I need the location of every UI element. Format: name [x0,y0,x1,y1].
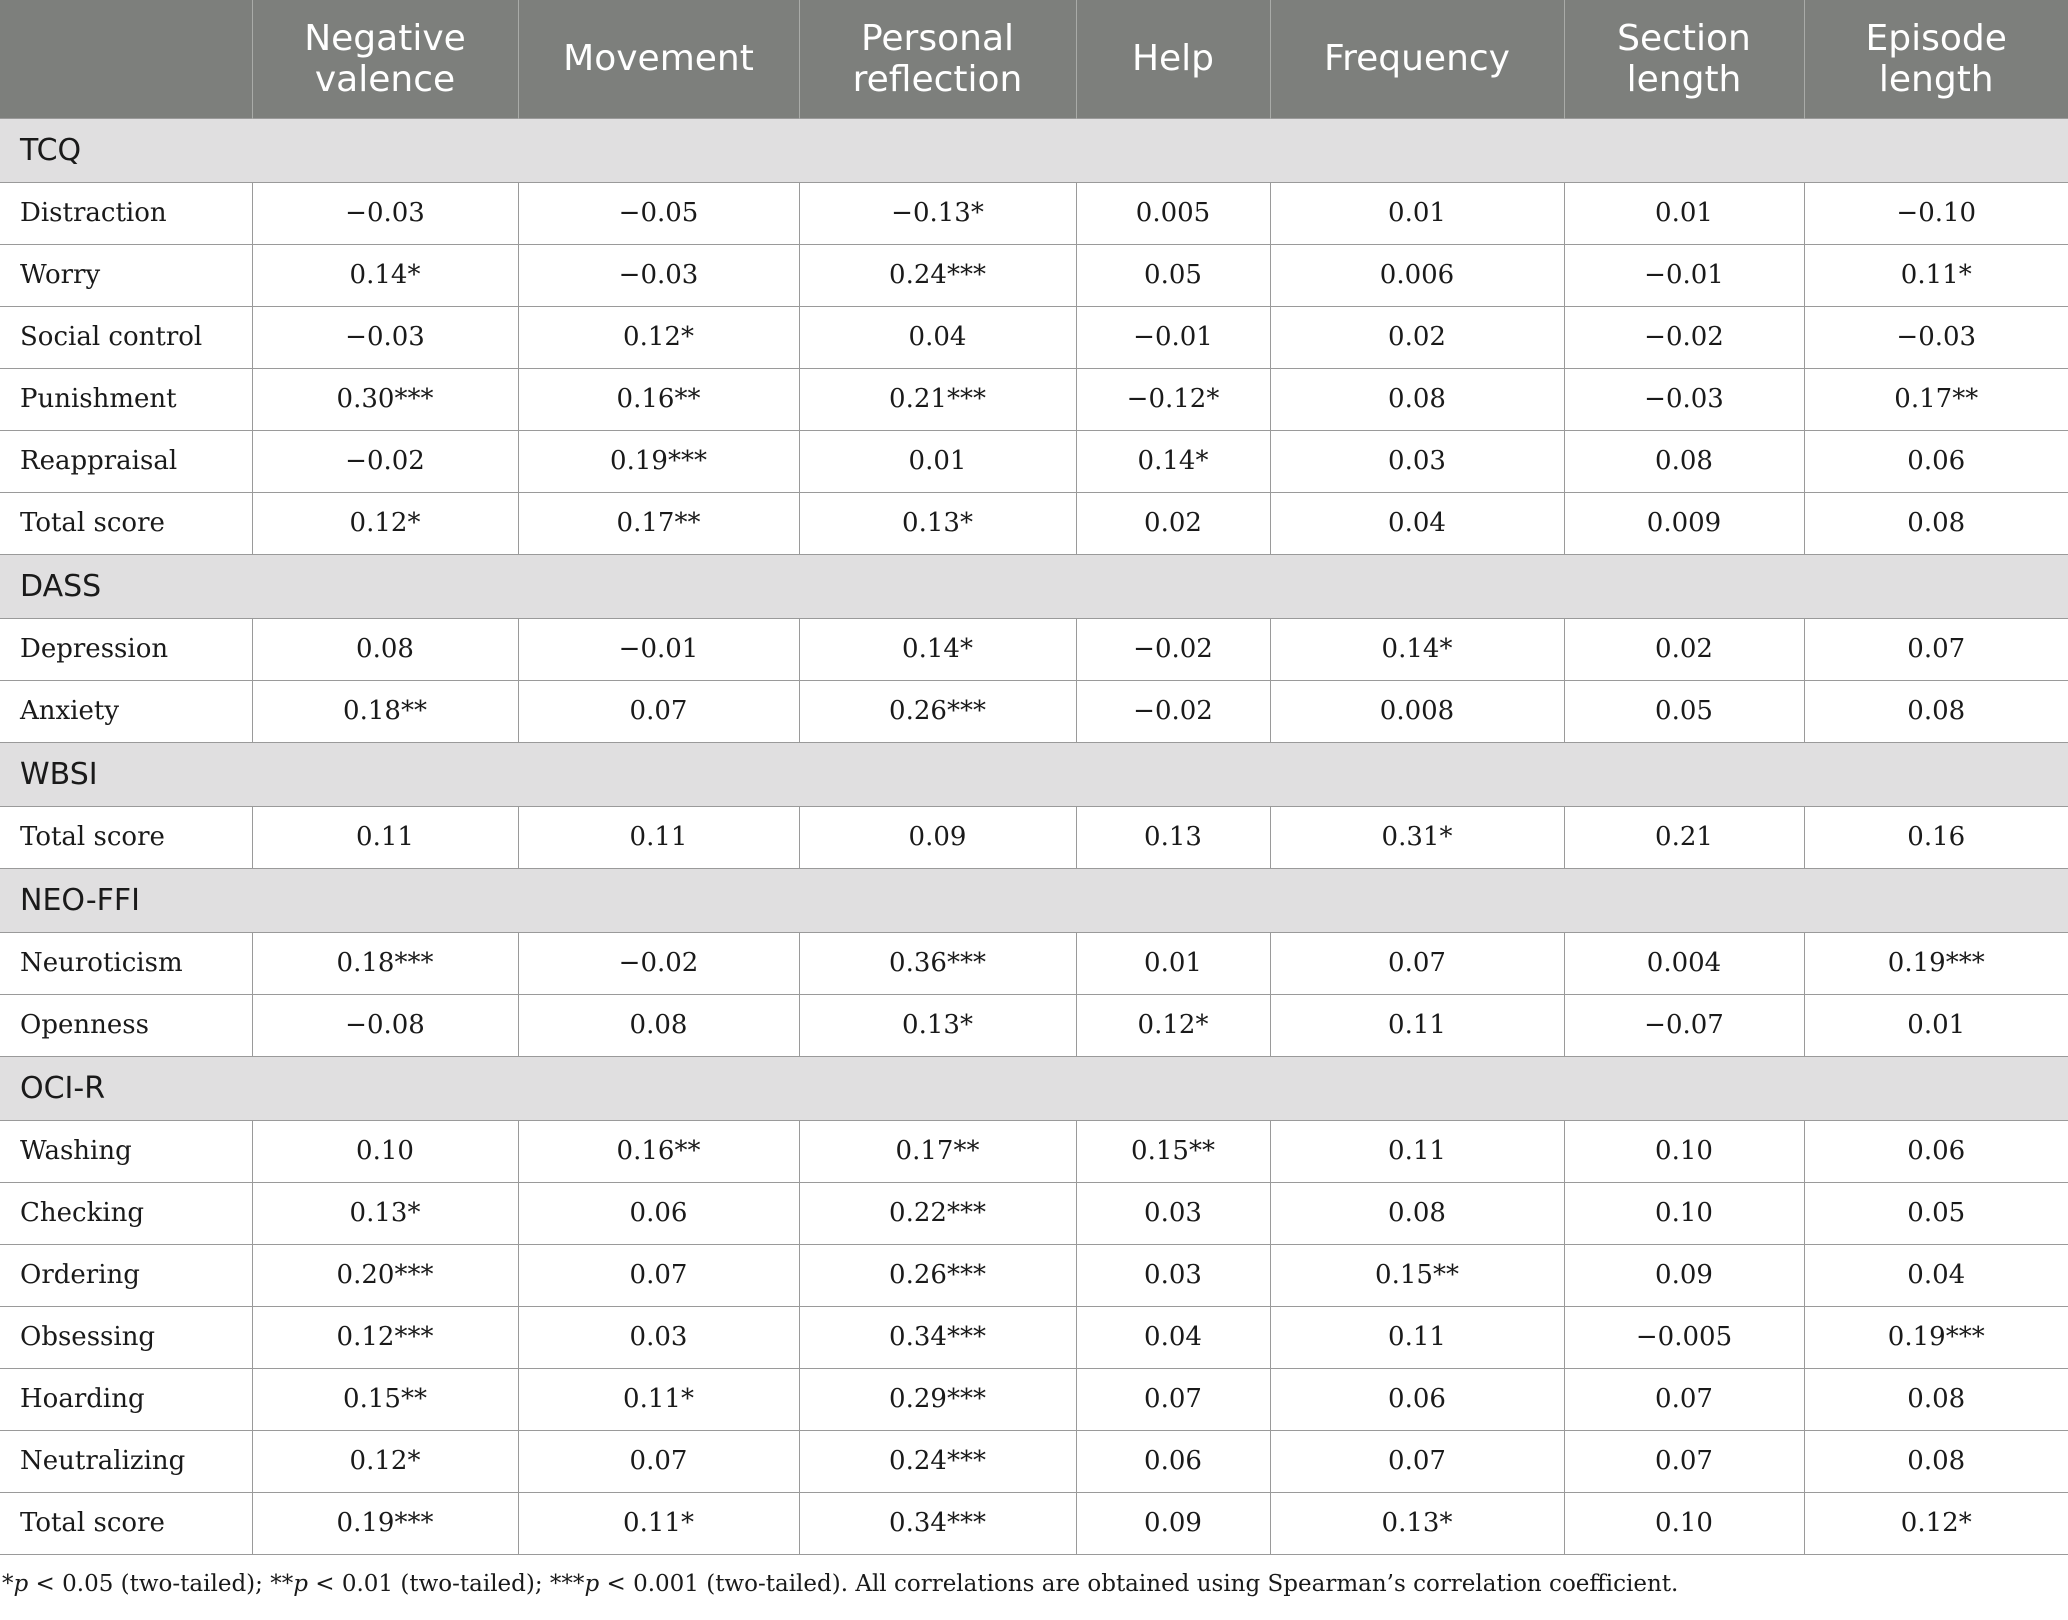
row-label: Obsessing [0,1306,252,1368]
cell-help: 0.12* [1076,994,1270,1056]
table-row [0,1244,2068,1306]
cell-help: 0.03 [1076,1244,1270,1306]
cell-movement: 0.07 [518,1430,799,1492]
column-header-section-length: Section length [1564,0,1804,118]
cell-negative-valence: 0.08 [252,618,518,680]
cell-section-length: −0.03 [1564,368,1804,430]
row-label: Neuroticism [0,932,252,994]
cell-help: −0.02 [1076,618,1270,680]
cell-section-length: 0.08 [1564,430,1804,492]
cell-personal-reflection: 0.24*** [799,1430,1076,1492]
cell-personal-reflection: 0.26*** [799,1244,1076,1306]
cell-frequency: 0.08 [1270,1182,1564,1244]
column-header-personal-reflection: Personal reflection [799,0,1076,118]
cell-movement: 0.03 [518,1306,799,1368]
cell-personal-reflection: 0.34*** [799,1492,1076,1554]
table-row [0,994,2068,1056]
section-row-wbsi [0,742,2068,806]
row-label: Worry [0,244,252,306]
cell-negative-valence: 0.20*** [252,1244,518,1306]
cell-negative-valence: 0.10 [252,1120,518,1182]
cell-help: 0.06 [1076,1430,1270,1492]
row-label: Total score [0,492,252,554]
cell-frequency: 0.006 [1270,244,1564,306]
cell-help: 0.04 [1076,1306,1270,1368]
cell-movement: 0.12* [518,306,799,368]
section-row-neo-ffi [0,868,2068,932]
header-cell-blank [0,0,252,118]
table-row [0,680,2068,742]
table-row [0,1182,2068,1244]
cell-personal-reflection: 0.26*** [799,680,1076,742]
table-footnote [2,1571,2068,1597]
section-row-tcq [0,118,2068,182]
row-label: Distraction [0,182,252,244]
table-row [0,368,2068,430]
cell-help: 0.01 [1076,932,1270,994]
cell-section-length: 0.07 [1564,1368,1804,1430]
cell-help: 0.13 [1076,806,1270,868]
cell-negative-valence: −0.03 [252,182,518,244]
cell-personal-reflection: 0.36*** [799,932,1076,994]
cell-episode-length: 0.12* [1804,1492,2068,1554]
cell-personal-reflection: 0.14* [799,618,1076,680]
cell-episode-length: 0.05 [1804,1182,2068,1244]
row-label: Punishment [0,368,252,430]
cell-section-length: −0.01 [1564,244,1804,306]
cell-section-length: 0.10 [1564,1492,1804,1554]
cell-personal-reflection: 0.22*** [799,1182,1076,1244]
cell-episode-length: 0.11* [1804,244,2068,306]
table-row [0,430,2068,492]
cell-negative-valence: 0.12* [252,1430,518,1492]
cell-episode-length: 0.08 [1804,1368,2068,1430]
table-row [0,806,2068,868]
section-title: DASS [0,554,2068,618]
footnote-text: p [584,1570,600,1597]
cell-episode-length: −0.03 [1804,306,2068,368]
cell-section-length: 0.09 [1564,1244,1804,1306]
cell-section-length: 0.02 [1564,618,1804,680]
cell-negative-valence: −0.08 [252,994,518,1056]
footnote-text: p [13,1570,29,1597]
cell-frequency: 0.15** [1270,1244,1564,1306]
column-header-movement: Movement [518,0,799,118]
footnote-text: < 0.05 (two-tailed); ** [28,1570,294,1597]
cell-frequency: 0.11 [1270,1306,1564,1368]
section-row-dass [0,554,2068,618]
row-label: Depression [0,618,252,680]
cell-personal-reflection: 0.34*** [799,1306,1076,1368]
table-header [0,0,2068,118]
cell-movement: 0.16** [518,1120,799,1182]
cell-frequency: 0.02 [1270,306,1564,368]
cell-section-length: 0.21 [1564,806,1804,868]
footnote-text: < 0.001 (two-tailed). All correlations are obtained using Spearman’s correlation coefficient. [599,1570,1679,1597]
cell-personal-reflection: 0.13* [799,492,1076,554]
cell-movement: −0.02 [518,932,799,994]
row-label: Neutralizing [0,1430,252,1492]
cell-movement: 0.17** [518,492,799,554]
cell-frequency: 0.31* [1270,806,1564,868]
row-label: Hoarding [0,1368,252,1430]
cell-episode-length: 0.17** [1804,368,2068,430]
cell-section-length: 0.10 [1564,1182,1804,1244]
cell-negative-valence: −0.02 [252,430,518,492]
cell-movement: 0.19*** [518,430,799,492]
table-row [0,1120,2068,1182]
column-header-episode-length: Episode length [1804,0,2068,118]
row-label: Washing [0,1120,252,1182]
cell-movement: −0.01 [518,618,799,680]
cell-movement: 0.11 [518,806,799,868]
cell-frequency: 0.06 [1270,1368,1564,1430]
cell-episode-length: 0.08 [1804,492,2068,554]
cell-episode-length: 0.16 [1804,806,2068,868]
cell-help: −0.01 [1076,306,1270,368]
section-title: TCQ [0,118,2068,182]
column-header-negative-valence: Negative valence [252,0,518,118]
cell-negative-valence: 0.12* [252,492,518,554]
header-row [0,0,2068,118]
column-header-frequency: Frequency [1270,0,1564,118]
table-row [0,1430,2068,1492]
footnote-text: * [2,1570,14,1597]
cell-help: 0.02 [1076,492,1270,554]
section-title: NEO-FFI [0,868,2068,932]
cell-frequency: 0.13* [1270,1492,1564,1554]
cell-episode-length: 0.04 [1804,1244,2068,1306]
cell-frequency: 0.03 [1270,430,1564,492]
row-label: Total score [0,1492,252,1554]
cell-negative-valence: 0.18*** [252,932,518,994]
table-row [0,932,2068,994]
cell-frequency: 0.07 [1270,932,1564,994]
cell-frequency: 0.11 [1270,1120,1564,1182]
section-title: WBSI [0,742,2068,806]
cell-frequency: 0.04 [1270,492,1564,554]
cell-negative-valence: 0.15** [252,1368,518,1430]
cell-help: 0.07 [1076,1368,1270,1430]
cell-section-length: 0.009 [1564,492,1804,554]
cell-negative-valence: −0.03 [252,306,518,368]
cell-section-length: 0.004 [1564,932,1804,994]
cell-episode-length: 0.19*** [1804,932,2068,994]
cell-help: 0.005 [1076,182,1270,244]
cell-section-length: 0.07 [1564,1430,1804,1492]
cell-episode-length: −0.10 [1804,182,2068,244]
cell-personal-reflection: 0.09 [799,806,1076,868]
table-row [0,182,2068,244]
cell-personal-reflection: 0.13* [799,994,1076,1056]
cell-negative-valence: 0.13* [252,1182,518,1244]
cell-episode-length: 0.19*** [1804,1306,2068,1368]
cell-personal-reflection: 0.04 [799,306,1076,368]
table-row [0,306,2068,368]
table-row [0,1306,2068,1368]
cell-episode-length: 0.01 [1804,994,2068,1056]
cell-section-length: −0.005 [1564,1306,1804,1368]
cell-episode-length: 0.08 [1804,680,2068,742]
cell-help: 0.15** [1076,1120,1270,1182]
footnote-text: < 0.01 (two-tailed); *** [307,1570,585,1597]
cell-movement: 0.16** [518,368,799,430]
cell-movement: 0.08 [518,994,799,1056]
section-title: OCI-R [0,1056,2068,1120]
cell-movement: 0.11* [518,1492,799,1554]
cell-help: 0.03 [1076,1182,1270,1244]
cell-section-length: −0.02 [1564,306,1804,368]
section-row-oci-r [0,1056,2068,1120]
row-label: Total score [0,806,252,868]
cell-frequency: 0.08 [1270,368,1564,430]
cell-negative-valence: 0.14* [252,244,518,306]
cell-personal-reflection: 0.01 [799,430,1076,492]
table-row [0,244,2068,306]
cell-section-length: 0.05 [1564,680,1804,742]
cell-movement: 0.11* [518,1368,799,1430]
cell-negative-valence: 0.18** [252,680,518,742]
cell-help: −0.02 [1076,680,1270,742]
cell-frequency: 0.11 [1270,994,1564,1056]
cell-section-length: −0.07 [1564,994,1804,1056]
cell-frequency: 0.008 [1270,680,1564,742]
cell-personal-reflection: 0.24*** [799,244,1076,306]
table-body [0,118,2068,1554]
cell-personal-reflection: 0.29*** [799,1368,1076,1430]
cell-movement: −0.03 [518,244,799,306]
cell-episode-length: 0.06 [1804,1120,2068,1182]
cell-negative-valence: 0.19*** [252,1492,518,1554]
cell-episode-length: 0.08 [1804,1430,2068,1492]
row-label: Anxiety [0,680,252,742]
row-label: Openness [0,994,252,1056]
cell-frequency: 0.01 [1270,182,1564,244]
cell-section-length: 0.10 [1564,1120,1804,1182]
cell-help: 0.09 [1076,1492,1270,1554]
cell-movement: −0.05 [518,182,799,244]
cell-movement: 0.07 [518,680,799,742]
table-row [0,1492,2068,1554]
cell-negative-valence: 0.11 [252,806,518,868]
cell-frequency: 0.14* [1270,618,1564,680]
column-header-help: Help [1076,0,1270,118]
cell-personal-reflection: 0.21*** [799,368,1076,430]
table-row [0,618,2068,680]
cell-help: 0.14* [1076,430,1270,492]
cell-help: 0.05 [1076,244,1270,306]
cell-episode-length: 0.07 [1804,618,2068,680]
cell-episode-length: 0.06 [1804,430,2068,492]
cell-personal-reflection: 0.17** [799,1120,1076,1182]
cell-help: −0.12* [1076,368,1270,430]
row-label: Reappraisal [0,430,252,492]
cell-negative-valence: 0.30*** [252,368,518,430]
cell-frequency: 0.07 [1270,1430,1564,1492]
row-label: Ordering [0,1244,252,1306]
cell-section-length: 0.01 [1564,182,1804,244]
cell-personal-reflection: −0.13* [799,182,1076,244]
table-row [0,492,2068,554]
cell-movement: 0.07 [518,1244,799,1306]
cell-movement: 0.06 [518,1182,799,1244]
footnote-text: p [293,1570,308,1597]
row-label: Checking [0,1182,252,1244]
row-label: Social control [0,306,252,368]
table-row [0,1368,2068,1430]
cell-negative-valence: 0.12*** [252,1306,518,1368]
